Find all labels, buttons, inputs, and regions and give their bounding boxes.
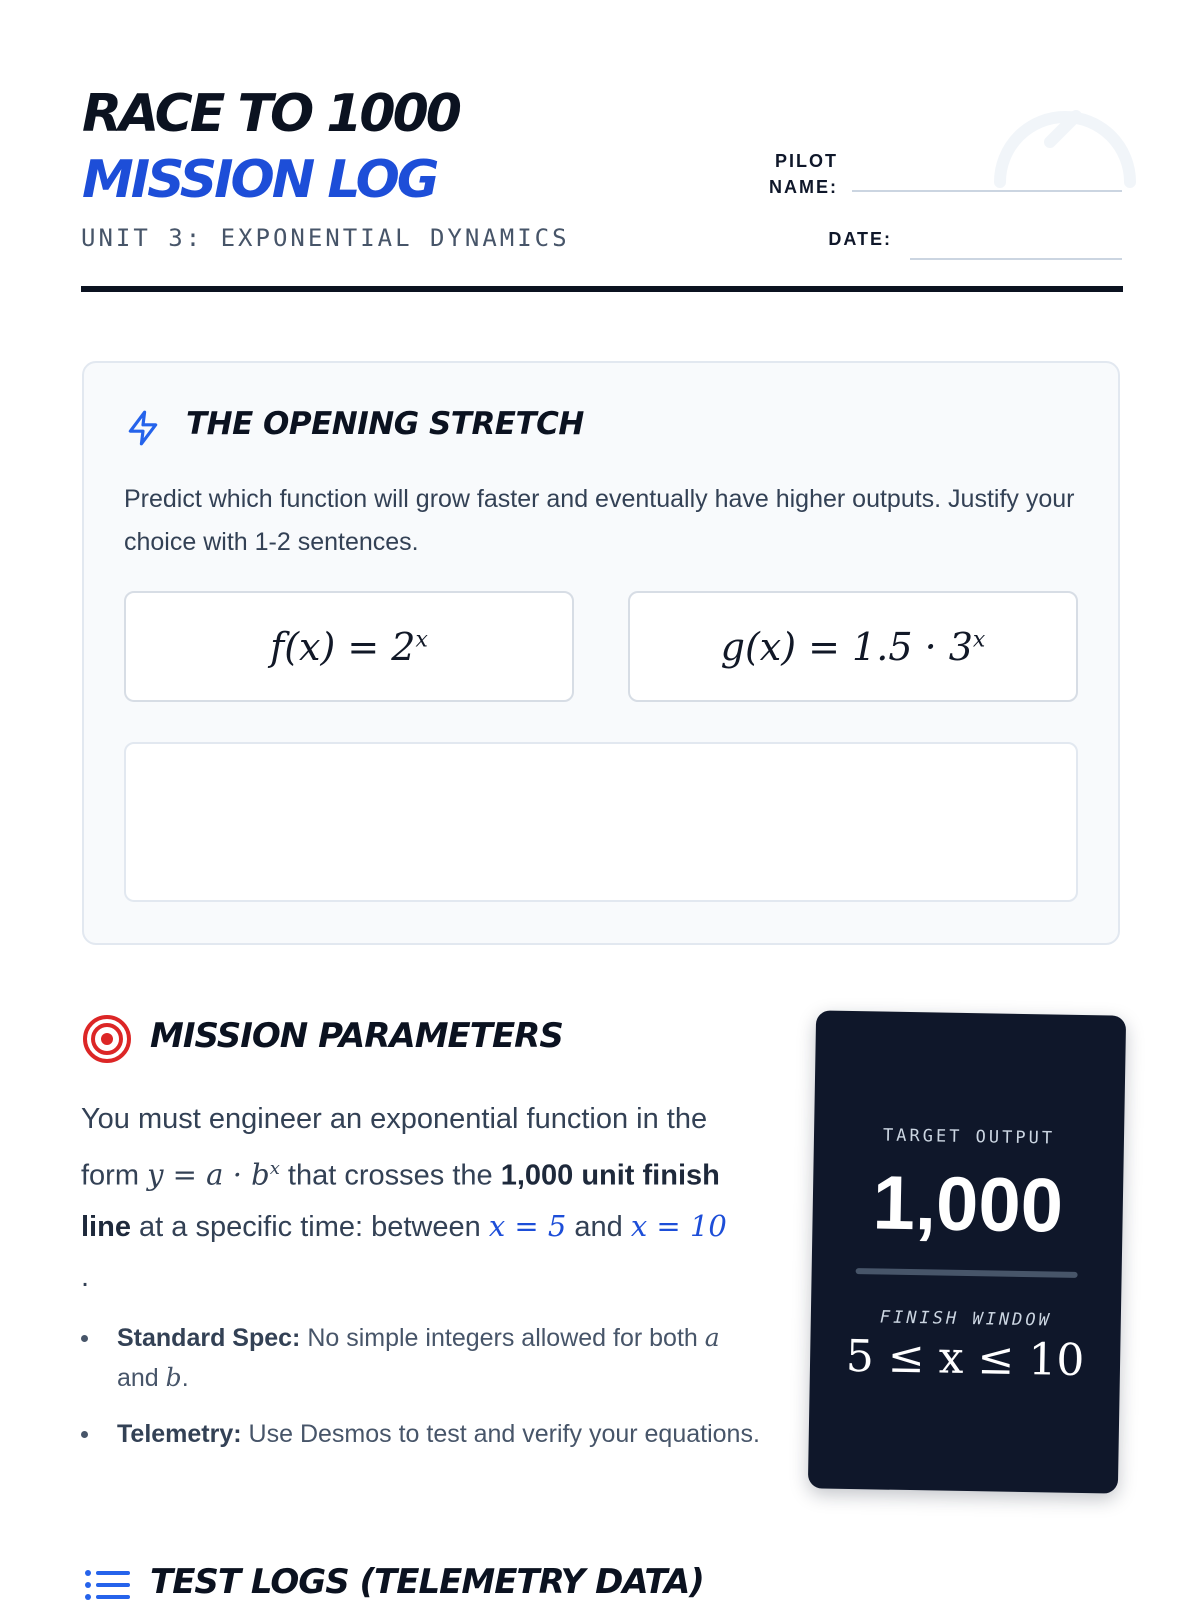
mission-description: You must engineer an exponential function in the form $y = a \cdot b^x$ that crosses the 1,000 unit finish line at a specific time: between x = 5 and x = 10 . <box>81 1103 727 1293</box>
lightning-icon <box>124 408 162 448</box>
list-icon <box>84 1568 130 1602</box>
pilot-name-label: PILOT NAME: <box>769 151 838 197</box>
finish-window-caption: FINISH WINDOW <box>879 1307 1053 1331</box>
pilot-name-field[interactable] <box>852 190 1122 192</box>
mission-specs-list <box>81 1318 761 1470</box>
test-logs-heading: TEST LOGS (TELEMETRY DATA) <box>150 1562 704 1602</box>
opening-stretch-heading: THE OPENING STRETCH <box>186 406 584 442</box>
function-f: $f(x) = 2^x$ <box>270 624 428 669</box>
header-divider <box>81 286 1123 292</box>
date-field[interactable] <box>910 258 1122 260</box>
function-f-card <box>124 591 574 702</box>
title-line-2: MISSION LOG <box>82 150 437 210</box>
unit-subtitle: UNIT 3: EXPONENTIAL DYNAMICS <box>81 224 570 252</box>
dashboard-divider <box>856 1268 1078 1278</box>
opening-instructions: Predict which function will grow faster and eventually have higher outputs. Justify your choice with 1-2 sentences. <box>124 485 1075 556</box>
function-g: $g(x) = 1.5 \cdot 3^x$ <box>720 624 986 669</box>
list-item: Standard Spec: No simple integers allowed for both a and b. <box>81 1318 761 1398</box>
date-label: DATE: <box>828 229 892 249</box>
target-icon <box>82 1014 132 1064</box>
function-g-card <box>628 591 1078 702</box>
list-item: Telemetry: Use Desmos to test and verify your equations. <box>81 1414 761 1454</box>
target-output-caption: TARGET OUTPUT <box>882 1125 1056 1149</box>
target-dashboard-card <box>808 1010 1126 1493</box>
title-line-1: RACE TO 1000 <box>82 84 459 144</box>
target-output-value: 1,000 <box>872 1160 1064 1249</box>
mission-parameters-heading: MISSION PARAMETERS <box>150 1016 563 1056</box>
finish-window-inequality: 5 ≤ x ≤ 10 <box>845 1330 1085 1387</box>
speedometer-icon <box>990 70 1140 190</box>
prediction-answer-box[interactable] <box>124 742 1078 902</box>
